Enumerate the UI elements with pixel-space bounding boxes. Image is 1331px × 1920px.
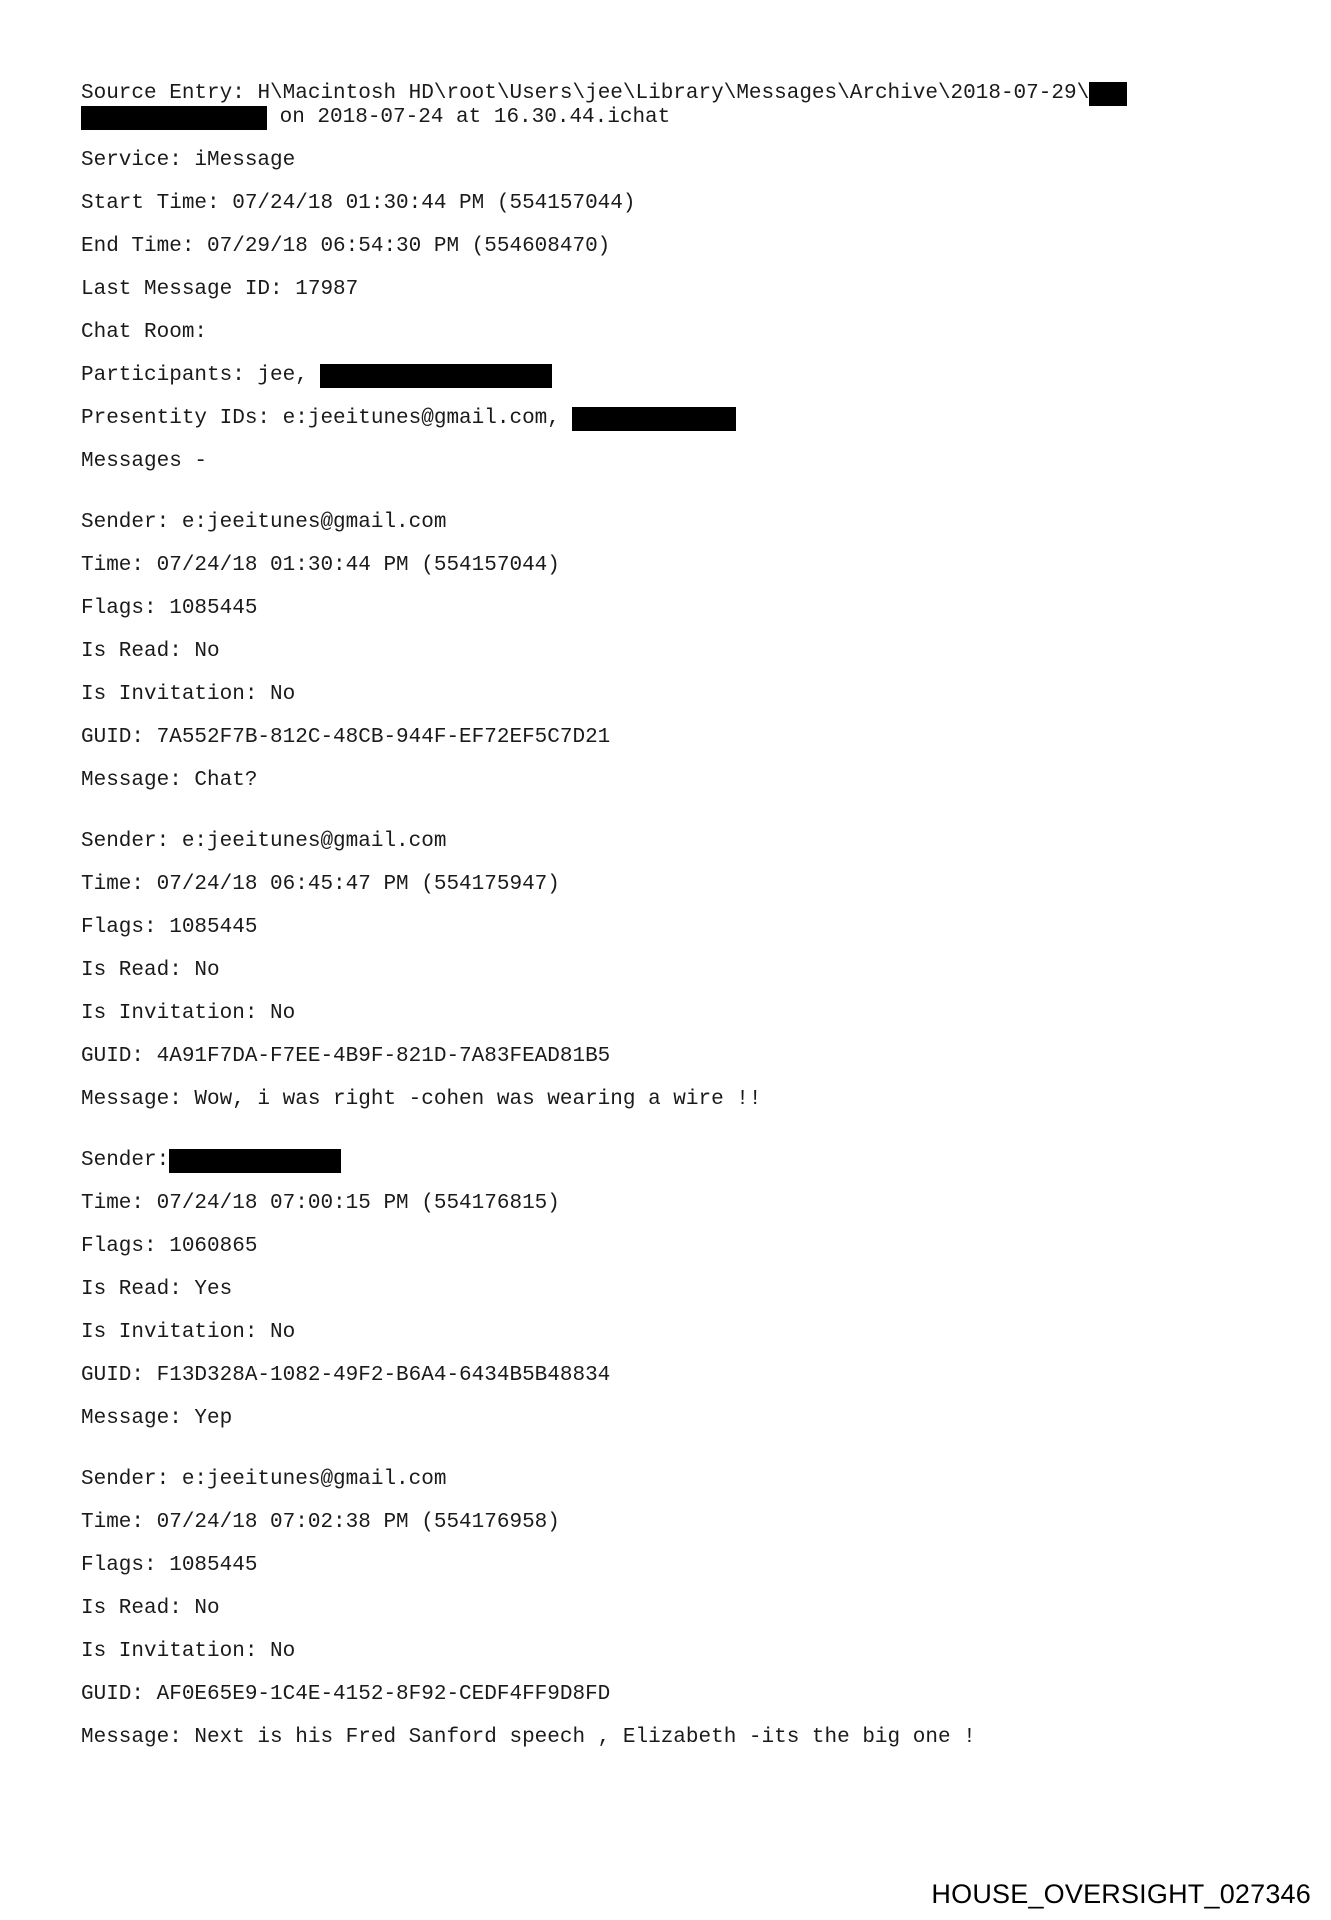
sender-line: Sender: e:jeeitunes@gmail.com (81, 830, 447, 853)
is-read-line: Is Read: No (81, 1597, 220, 1620)
is-invitation-line: Is Invitation: No (81, 683, 296, 706)
end-time-line: End Time: 07/29/18 06:54:30 PM (554608470) (81, 235, 611, 258)
message-text-line: Message: Chat? (81, 769, 258, 792)
service-line: Service: iMessage (81, 149, 296, 172)
chat-room-line: Chat Room: (81, 321, 208, 344)
is-read-line: Is Read: Yes (81, 1278, 233, 1301)
message-text-line: Message: Yep (81, 1407, 233, 1430)
source-entry-line-1 (81, 82, 1261, 106)
message-entry (81, 511, 1261, 793)
is-invitation-line: Is Invitation: No (81, 1002, 296, 1025)
guid-line: GUID: AF0E65E9-1C4E-4152-8F92-CEDF4FF9D8FD (81, 1683, 611, 1706)
flags-line: Flags: 1060865 (81, 1235, 258, 1258)
presentity-label: Presentity IDs: e:jeeitunes@gmail.com, (81, 407, 573, 430)
time-line: Time: 07/24/18 07:02:38 PM (554176958) (81, 1511, 560, 1534)
message-entry (81, 1149, 1261, 1431)
time-line: Time: 07/24/18 01:30:44 PM (554157044) (81, 554, 560, 577)
message-entry (81, 1468, 1261, 1750)
document-body (81, 82, 1261, 1769)
is-read-line: Is Read: No (81, 640, 220, 663)
redaction-box (169, 1149, 341, 1173)
last-message-id-line: Last Message ID: 17987 (81, 278, 359, 301)
redaction-box (81, 106, 267, 130)
bates-number: HOUSE_OVERSIGHT_027346 (931, 1879, 1311, 1909)
sender-line (81, 1149, 1261, 1173)
guid-line: GUID: 7A552F7B-812C-48CB-944F-EF72EF5C7D21 (81, 726, 611, 749)
time-line: Time: 07/24/18 07:00:15 PM (554176815) (81, 1192, 560, 1215)
redaction-box (1089, 82, 1127, 106)
source-entry-suffix: on 2018-07-24 at 16.30.44.ichat (267, 106, 671, 129)
message-text-line: Message: Next is his Fred Sanford speech , Elizabeth -its the big one ! (81, 1726, 976, 1749)
is-invitation-line: Is Invitation: No (81, 1321, 296, 1344)
guid-line: GUID: 4A91F7DA-F7EE-4B9F-821D-7A83FEAD81B5 (81, 1045, 611, 1068)
guid-line: GUID: F13D328A-1082-49F2-B6A4-6434B5B48834 (81, 1364, 611, 1387)
participants-label: Participants: jee, (81, 364, 321, 387)
message-entry (81, 830, 1261, 1112)
flags-line: Flags: 1085445 (81, 597, 258, 620)
time-line: Time: 07/24/18 06:45:47 PM (554175947) (81, 873, 560, 896)
is-read-line: Is Read: No (81, 959, 220, 982)
source-entry-line-2 (81, 106, 1261, 130)
sender-line: Sender: e:jeeitunes@gmail.com (81, 511, 447, 534)
sender-line: Sender: e:jeeitunes@gmail.com (81, 1468, 447, 1491)
messages-label: Messages - (81, 450, 208, 473)
flags-line: Flags: 1085445 (81, 1554, 258, 1577)
presentity-line (81, 407, 1261, 431)
flags-line: Flags: 1085445 (81, 916, 258, 939)
is-invitation-line: Is Invitation: No (81, 1640, 296, 1663)
message-text-line: Message: Wow, i was right -cohen was wearing a wire !! (81, 1088, 762, 1111)
sender-label: Sender: (81, 1149, 170, 1172)
start-time-line: Start Time: 07/24/18 01:30:44 PM (554157044) (81, 192, 636, 215)
source-entry-path: H\Macintosh HD\root\Users\jee\Library\Messages\Archive\2018-07-29\ (257, 82, 1090, 105)
redaction-box (572, 407, 736, 431)
redaction-box (320, 364, 552, 388)
participants-line (81, 364, 1261, 388)
source-entry-label: Source Entry: (81, 82, 258, 105)
